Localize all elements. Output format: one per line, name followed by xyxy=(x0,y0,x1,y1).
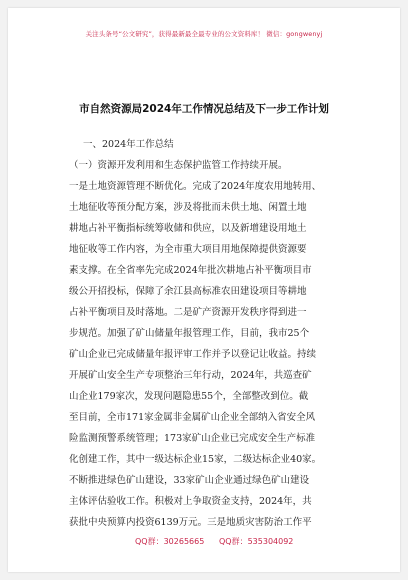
body-line: 山企业179家次，发现问题隐患55个，全部整改到位。截 xyxy=(69,391,309,402)
document-body xyxy=(69,134,349,533)
body-line: 耕地占补平衡指标统筹收储和供应，以及新增建设用地土 xyxy=(69,223,307,234)
body-line: 一是土地资源管理不断优化。完成了2024年度农用地转用、 xyxy=(69,181,322,192)
body-line: （一）资源开发利用和生态保护监管工作持续开展。 xyxy=(69,160,288,171)
body-line: 素支撑。在全省率先完成2024年批次耕地占补平衡项目市 xyxy=(69,265,312,276)
body-line: 地征收等工作内容，为全市重大项目用地保障提供资源要 xyxy=(69,244,307,255)
document-page xyxy=(8,8,400,572)
body-line: 一、2024年工作总结 xyxy=(83,139,174,150)
qq-group-2: QQ群：535304092 xyxy=(219,537,294,546)
body-line: 不断推进绿色矿山建设，33家矿山企业通过绿色矿山建设 xyxy=(69,475,310,486)
body-line: 占补平衡项目及时落地。二是矿产资源开发秩序得到进一 xyxy=(69,307,307,318)
body-line: 级公开招投标，保障了余江县高标准农田建设项目等耕地 xyxy=(69,286,307,297)
body-line: 土地征收等预分配方案，涉及将批而未供土地、闲置土地 xyxy=(69,202,307,213)
body-line: 化创建工作，其中一级达标企业15家，二级达标企业40家。 xyxy=(69,454,322,465)
header-note: 关注头条号“公文研究”，获得最新最全最专业的公文资料库！ 微信：gongwenyj xyxy=(85,30,323,38)
body-line: 主体评估验收工作。积极对上争取资金支持，2024年，共 xyxy=(69,496,312,507)
body-line: 矿山企业已完成储量年报评审工作并予以登记让收益。持续 xyxy=(69,349,317,360)
body-line: 获批中央预算内投资6139万元。三是地质灾害防治工作平 xyxy=(69,517,312,528)
body-line: 至目前，全市171家金属非金属矿山企业全部纳入省安全风 xyxy=(69,412,316,423)
document-title: 市自然资源局2024年工作情况总结及下一步工作计划 xyxy=(79,103,329,115)
qq-group-1: QQ群：30265665 xyxy=(135,537,205,546)
body-line: 险监测预警系统管理；173家矿山企业已完成安全生产标准 xyxy=(69,433,316,444)
body-line: 步规范。加强了矿山储量年报管理工作，目前，我市25个 xyxy=(69,328,310,339)
body-line: 开展矿山安全生产专项整治三年行动，2024年，共巡查矿 xyxy=(69,370,312,381)
